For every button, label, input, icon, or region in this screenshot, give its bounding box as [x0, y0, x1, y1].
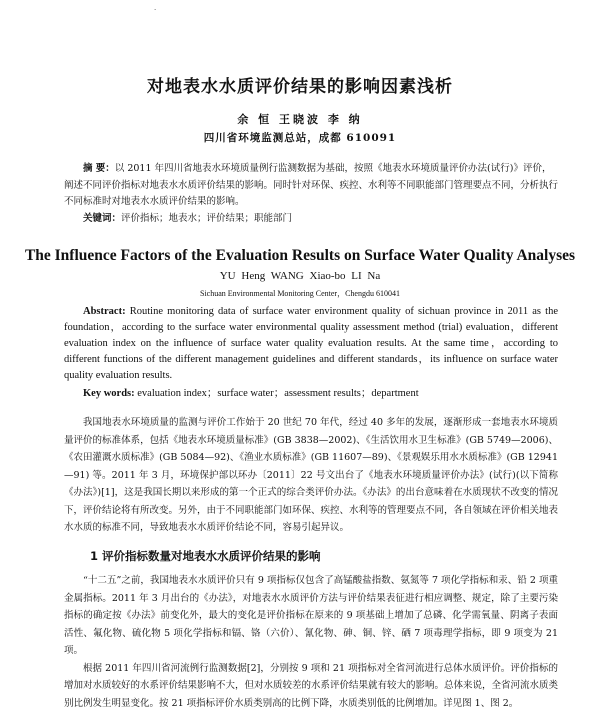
section-1-paragraph-1: “十二五”之前，我国地表水水质评价只有 9 项指标仅包含了高锰酸盐指数、氨氮等 7 项化学指标和汞、铅 2 项重金属指标。2011 年 3 月出台的《办法》，对地表水水质评价方法与评价结果表征进行相应调整、规定，除了主要污染指标的确定按《办法》前变化外，最大的变化是评价指标在原来的 9 项基础上增加了总磷、化学需氧量、阴离子表面活性、氟化物、硫化物 5 项化学指标和镉、铬（六价）、氰化物、砷、铜、锌、硒 7 项毒理学指标，即 9 项变为 21 项。 — [64, 575, 558, 656]
chinese-keywords-label: 关键词： — [83, 213, 122, 224]
intro-paragraph — [64, 414, 558, 537]
section-1-body — [64, 572, 558, 712]
chinese-abstract — [64, 161, 558, 211]
chinese-abstract-text: 以 2011 年四川省地表水环境质量例行监测数据为基础，按照《地表水环境质量评价办法(试行)》评价，阐述不同评价指标对地表水水质评价结果的影响。同时针对环保、疾控、水利等不同职能部门管理要点不同，分析执行不同标准时对地表水水质评价结果的影响。 — [64, 163, 559, 207]
english-abstract-label: Abstract: — [83, 306, 126, 317]
english-abstract-text: Routine monitoring data of surface water environment quality of sichuan province in 2011 as the foundation，according to the surface water environmental quality assessment method (trial) evaluation，different evaluation index on the influence of surface water quality evaluation results. At the same time，according to different functions of the different management guidelines and different standards，its influence on surface water quality evaluation results. — [64, 306, 558, 381]
chinese-affiliation: 四川省环境监测总站，成都 610091 — [203, 132, 397, 144]
english-keywords-text: evaluation index；surface water；assessment results；department — [137, 388, 419, 399]
intro-text: 我国地表水环境质量的监测与评价工作始于 20 世纪 70 年代，经过 40 多年的发展，逐渐形成一套地表水环境质量评价的标准体系，包括《地表水环境质量标准》(GB 3838—2002)、《生活饮用水卫生标准》(GB 5749—2006)、《农田灌溉水质标准》(GB 5084—92)、《渔业水质标准》(GB 11607—89)、《景观娱乐用水水质标准》(GB 12941—91) 等。2011 年 3 月，环境保护部以环办〔2011〕22 号文出台了《地表水环境质量评价办法》(试行)(以下简称《办法》)[1]，这是我国长期以来形成的第一个正式的综合类评价办法。《办法》的出台意味着在水质现状不改变的情况下，评价结论将有所改变。另外，由于不同职能部门如环保、疾控、水利等的管理要点不同，各自领域在评价相关地表水水质的标准不同，导致地表水水质评价结论不同，容易引起异议。 — [64, 417, 559, 533]
english-title: The Influence Factors of the Evaluation Results on Surface Water Quality Analyses — [24, 247, 576, 264]
english-keywords-label: Key words: — [83, 388, 135, 399]
chinese-authors: 余 恒 王晓波 李 纳 — [237, 113, 363, 126]
chinese-keywords-text: 评价指标；地表水；评价结果；职能部门 — [121, 213, 293, 224]
section-1-heading: 1 评价指标数量对地表水水质评价结果的影响 — [90, 549, 321, 563]
section-1-paragraph-2: 根据 2011 年四川省河流例行监测数据[2]，分别按 9 项和 21 项指标对全省河流进行总体水质评价。评价指标的增加对水质较好的水系评价结果影响不大，但对水质较差的水系评价结果就有较大的影响。总体来说，全省河流水质类别比例发生明显变化。按 21 项指标评价水质类别高的比例下降，水质类别低的比例增加。详见图 1、图 2。 — [64, 662, 559, 709]
english-affiliation: Sichuan Environmental Monitoring Center，Chengdu 610041 — [200, 289, 400, 298]
english-authors: YU Heng WANG Xiao-bo LI Na — [219, 270, 381, 282]
chinese-title: 对地表水水质评价结果的影响因素浅析 — [147, 77, 453, 97]
chinese-abstract-label: 摘 要： — [83, 163, 115, 174]
english-abstract — [64, 304, 558, 384]
chinese-keywords — [64, 211, 558, 228]
english-keywords — [64, 386, 558, 403]
header-mark: · — [154, 6, 157, 14]
